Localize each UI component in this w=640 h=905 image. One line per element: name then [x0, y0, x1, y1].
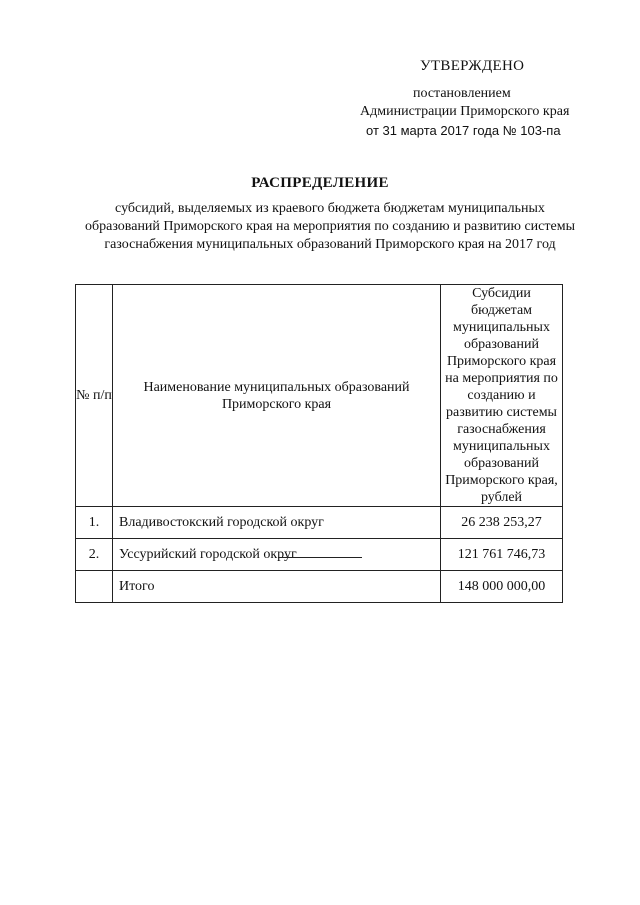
row-amount: 26 238 253,27: [441, 507, 563, 539]
header-num: № п/п: [76, 285, 113, 507]
table-header-row: [76, 285, 563, 507]
document-subtitle: субсидий, выделяемых из краевого бюджета бюджетам муниципальных образований Приморского края на мероприятия по созданию и развитию системы газоснабжения муниципальных образований Приморского края на 2017 год: [85, 201, 575, 252]
approval-line-1: постановлением: [413, 86, 511, 101]
closing-rule: [278, 557, 362, 558]
row-name: Уссурийский городской округ: [113, 539, 441, 571]
subsidy-table: [75, 284, 563, 603]
total-label: Итого: [113, 571, 441, 603]
header-amount: Субсидии бюджетам муниципальных образований Приморского края на мероприятия по созданию и развитию системы газоснабжения муниципальных образований Приморского края, рублей: [441, 285, 563, 507]
header-name: Наименование муниципальных образований Приморского края: [113, 285, 441, 507]
row-name: Владивостокский городской округ: [113, 507, 441, 539]
total-num: [76, 571, 113, 603]
total-amount: 148 000 000,00: [441, 571, 563, 603]
approval-stamp-title: УТВЕРЖДЕНО: [420, 58, 525, 74]
document-title: РАСПРЕДЕЛЕНИЕ: [251, 175, 389, 191]
row-num: 1.: [76, 507, 113, 539]
row-num: 2.: [76, 539, 113, 571]
table-row: [76, 507, 563, 539]
approval-line-2: Администрации Приморского края: [360, 104, 570, 119]
approval-line-3: от 31 марта 2017 года № 103-па: [366, 123, 561, 138]
table-row: [76, 539, 563, 571]
table-total-row: [76, 571, 563, 603]
row-amount: 121 761 746,73: [441, 539, 563, 571]
